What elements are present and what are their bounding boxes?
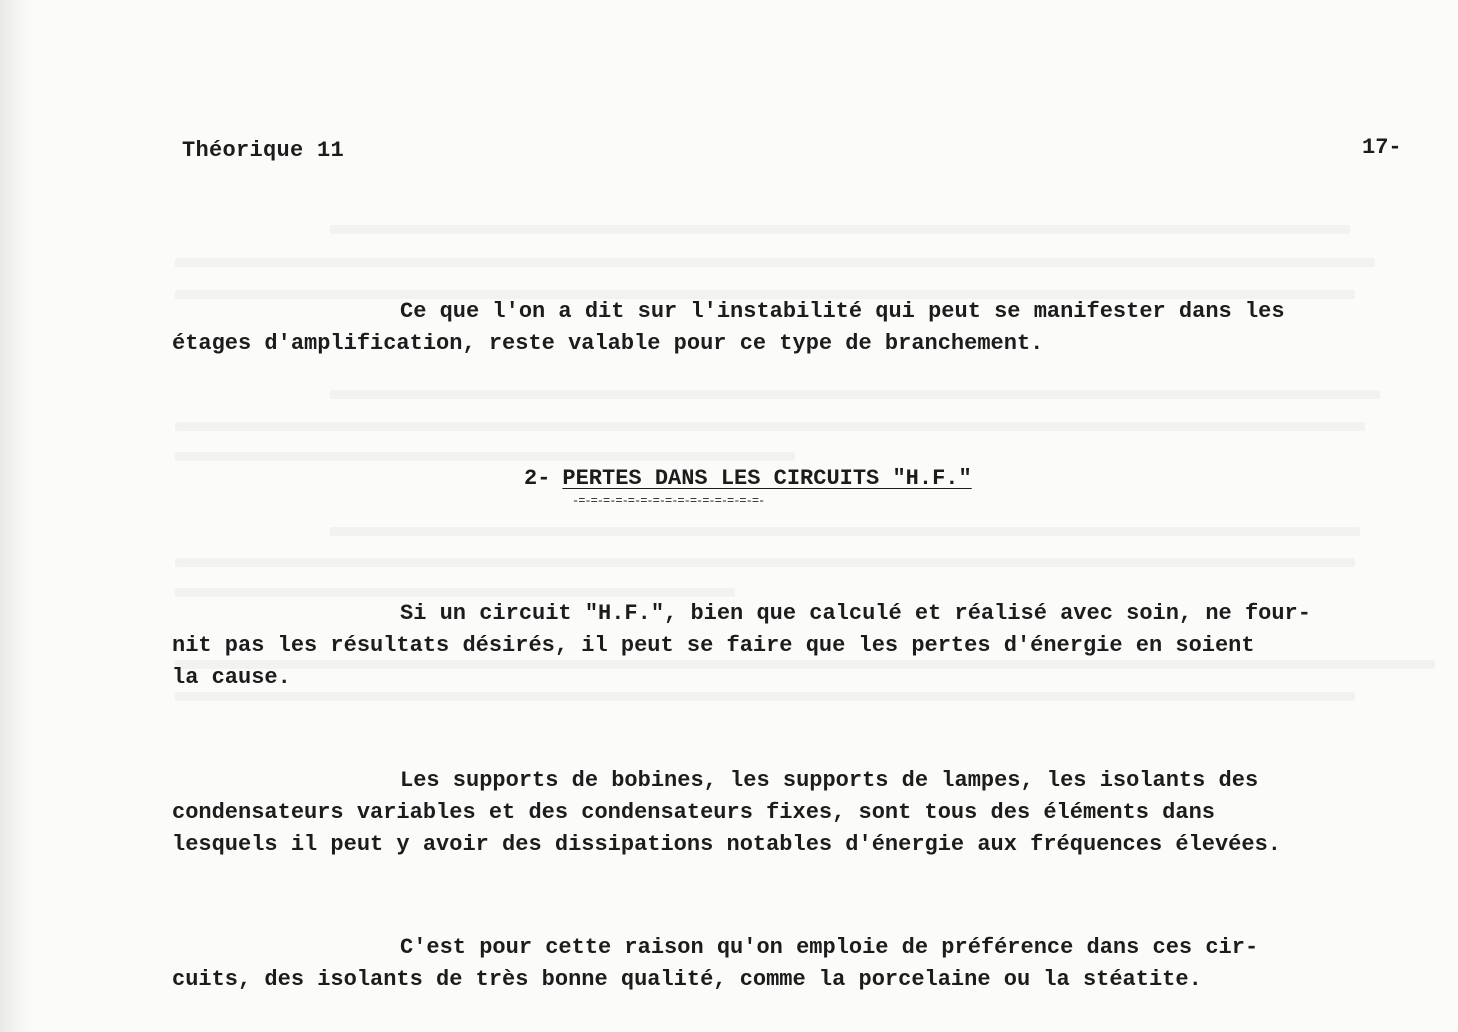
section-title-text: PERTES DANS LES CIRCUITS "H.F." [562, 466, 972, 491]
paragraph-line: Les supports de bobines, les supports de lampes, les isolants des [400, 768, 1259, 793]
page-number: 17- [1362, 135, 1402, 160]
paragraph-line: Si un circuit "H.F.", bien que calculé et réalisé avec soin, ne four- [400, 601, 1311, 626]
paragraph-hf-circuit [172, 598, 1452, 694]
paragraph-line: la cause. [172, 665, 291, 690]
section-heading [524, 466, 972, 491]
paragraph-instability [172, 296, 1452, 360]
paragraph-line: C'est pour cette raison qu'on emploie de préférence dans ces cir- [400, 935, 1259, 960]
paragraph-supports [172, 765, 1452, 861]
paragraph-line: lesquels il peut y avoir des dissipations notables d'énergie aux fréquences élevées. [172, 832, 1281, 857]
paragraph-insulators [172, 932, 1452, 996]
paragraph-line: condensateurs variables et des condensateurs fixes, sont tous des éléments dans [172, 800, 1215, 825]
section-number: 2- [524, 466, 551, 491]
paragraph-line: Ce que l'on a dit sur l'instabilité qui peut se manifester dans les [400, 299, 1285, 324]
section-underline-rule: -=-=-=-=-=-=-=-=-=-=-=-=-=-=-=- [572, 494, 765, 508]
paragraph-line: étages d'amplification, reste valable pour ce type de branchement. [172, 331, 1044, 356]
running-header-title: Théorique 11 [182, 138, 345, 163]
paragraph-line: cuits, des isolants de très bonne qualité, comme la porcelaine ou la stéatite. [172, 967, 1202, 992]
paragraph-line: nit pas les résultats désirés, il peut se faire que les pertes d'énergie en soient [172, 633, 1255, 658]
